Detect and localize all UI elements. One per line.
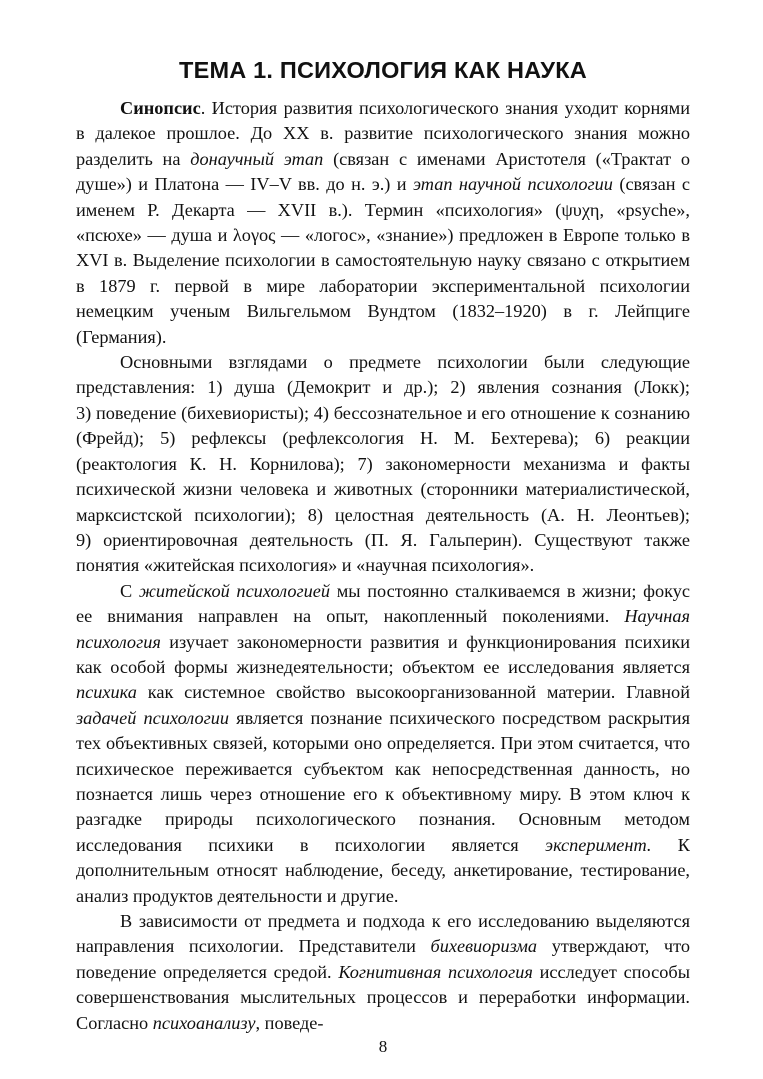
text-run: мы постоянно сталкиваемся в жизни; фокус ее внимания направлен на опыт, накопленный поколениями. <box>76 580 690 627</box>
text-run: бихевиоризма <box>430 936 538 957</box>
text-run: К дополнительным относят наблюдение, беседу, анкетирование, тестирование, анализ продуктов деятельности и другие. <box>76 834 690 906</box>
text-run: Синопсис <box>120 98 201 118</box>
text-run: является познание психического посредством раскрытия тех объективных связей, которыми оно определяется. При этом считается, что психическое переживается субъектом как непосредственная данность, но познается лишь через отношение его к объективному миру. В этом ключ к разгадке природы психологического познания. Основным методом исследования психики в психологии является <box>76 707 690 855</box>
text-run: как системное свойство высокоорганизованной материи. Главной <box>136 682 690 703</box>
text-run: донаучный этап <box>190 148 324 169</box>
text-run: (связан с именем Р. Декарта — XVII в.). Термин «психология» (ψυχη, «psyche», «псюхе» — душа и λογος — «логос», «знание») предложен в Европе только в XVI в. Выделение психологии в самостоятельную науку связано с открытием в 1879 г. первой в мире лаборатории экспериментальной психологии немецким ученым Вильгельмом Вундтом (1832–1920) в г. Лейпциге (Германия). <box>76 174 690 347</box>
text-run: , поведе- <box>255 1012 324 1033</box>
paragraph-directions <box>76 909 690 1036</box>
body-text <box>76 96 690 1036</box>
text-run: С <box>120 580 139 601</box>
text-run: . История развития психологического знания уходит корнями в далекое прошлое. До XX в. развитие психологического знания можно разделить на <box>76 98 690 169</box>
chapter-title: ТЕМА 1. ПСИХОЛОГИЯ КАК НАУКА <box>179 57 587 83</box>
paragraph-synopsis <box>76 96 690 350</box>
text-run: (связан с именами Аристотеля («Трактат о душе») и Платона — IV–V вв. до н. э.) и <box>76 148 690 195</box>
text-run: эксперимент. <box>545 834 652 855</box>
text-run: этап научной психологии <box>412 174 613 195</box>
page-number: 8 <box>378 1037 388 1056</box>
text-run: психика <box>76 682 137 703</box>
text-run: Основными взглядами о предмете психологии были следующие представления: 1) душа (Демокрит и др.); 2) явления сознания (Локк); 3) поведение (бихевиористы); 4) бессознательное и его отношение к сознанию (Фрейд); 5) рефлексы (рефлексология Н. М. Бехтерева); 6) реакции (реактология К. Н. Корнилова); 7) закономерности механизма и факты психической жизни человека и животных (сторонники материалистической, марксистской психологии); 8) целостная деятельность (А. Н. Леонтьев); 9) ориентировочная деятельность (П. Я. Гальперин). Существуют также понятия «житейская психология» и «научная психология». <box>76 352 690 576</box>
text-run: Когнитивная психология <box>338 961 533 982</box>
text-run: изучает закономерности развития и функционирования психики как особой формы жизнедеятельности; объектом ее исследования является <box>76 631 690 677</box>
paragraph-subject-views <box>76 350 690 579</box>
text-run: житейской психологией <box>138 580 331 601</box>
text-run: задачей психологии <box>76 707 230 728</box>
text-run: Научная психология <box>76 606 690 652</box>
paragraph-everyday-vs-scientific <box>76 579 690 909</box>
text-run: В зависимости от предмета и подхода к его исследованию выделяются направления психологии. Представители <box>76 911 690 957</box>
text-run: утверждают, что поведение определяется средой. <box>76 936 690 982</box>
text-run: психоанализу <box>152 1012 256 1033</box>
text-run: исследует способы совершенствования мыслительных процессов и переработки информации. Согласно <box>76 961 690 1033</box>
